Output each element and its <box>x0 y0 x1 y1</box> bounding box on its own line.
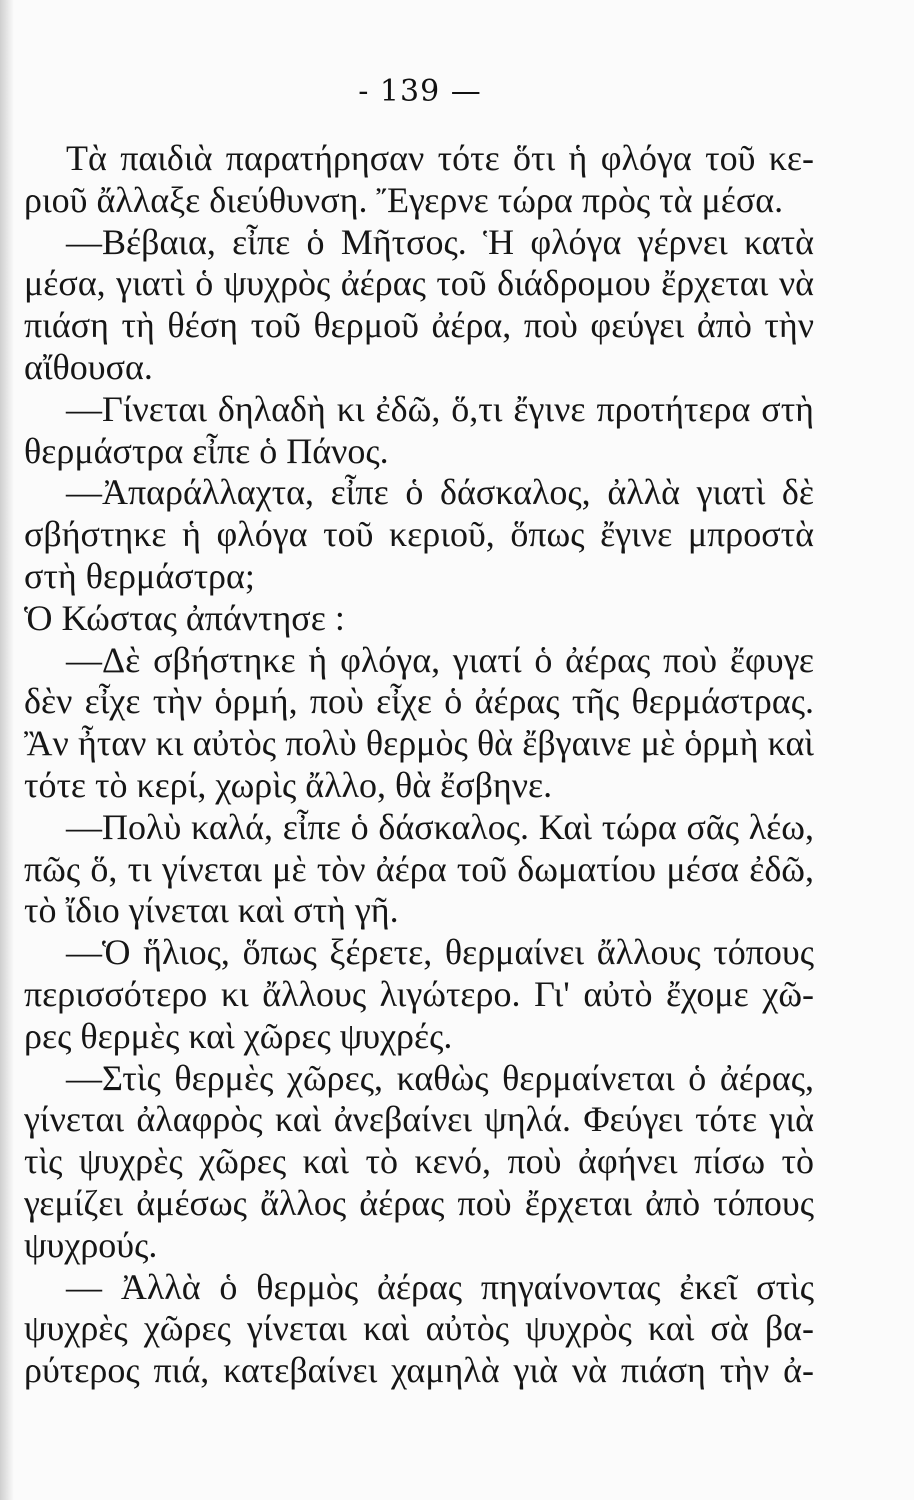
body-text <box>24 138 814 1392</box>
text-line: —Βέβαια, εἶπε ὁ Μῆτσος. Ἡ φλόγα γέρνει κατὰ <box>66 221 814 262</box>
text-line: σβήστηκε ἡ φλόγα τοῦ κεριοῦ, ὅπως ἔγινε μπροστὰ <box>24 514 814 555</box>
text-line: —Πολὺ καλά, εἶπε ὁ δάσκαλος. Καὶ τώρα σᾶς λέω, <box>66 806 814 847</box>
text-line: γεμίζει ἀμέσως ἄλλος ἀέρας ποὺ ἔρχεται ἀπὸ τόπους <box>24 1182 814 1223</box>
text-line: —Ὁ ἥλιος, ὅπως ξέρετε, θερμαίνει ἄλλους τόπους <box>66 932 814 973</box>
text-line: ψυχρὲς χῶρες γίνεται καὶ αὐτὸς ψυχρὸς καὶ σὰ βα- <box>24 1308 814 1349</box>
text-line: ριοῦ ἄλλαξε διεύθυνση. Ἔγερνε τώρα πρὸς τὰ μέσα. <box>24 179 784 220</box>
page-number: - 139 — <box>358 74 482 109</box>
text-line: μέσα, γιατὶ ὁ ψυχρὸς ἀέρας τοῦ διάδρομου ἔρχεται νὰ <box>24 263 814 304</box>
text-line: τὸ ἴδιο γίνεται καὶ στὴ γῆ. <box>24 890 399 931</box>
text-line: αἴθουσα. <box>24 346 153 387</box>
text-line: Ἂν ἦταν κι αὐτὸς πολὺ θερμὸς θὰ ἔβγαινε μὲ ὁρμὴ καὶ <box>24 723 814 764</box>
text-line: τὶς ψυχρὲς χῶρες καὶ τὸ κενό, ποὺ ἀφήνει πίσω τὸ <box>24 1141 814 1182</box>
text-line: ρες θερμὲς καὶ χῶρες ψυχρές. <box>24 1015 453 1056</box>
text-line: τότε τὸ κερί, χωρὶς ἄλλο, θὰ ἔσβηνε. <box>24 764 553 805</box>
text-line: —Στὶς θερμὲς χῶρες, καθὼς θερμαίνεται ὁ ἀέρας, <box>66 1057 814 1098</box>
text-line: πιάση τὴ θέση τοῦ θερμοῦ ἀέρα, ποὺ φεύγει ἀπὸ τὴν <box>24 305 814 346</box>
text-line: στὴ θερμάστρα; <box>24 555 255 596</box>
text-line: δὲν εἶχε τὴν ὁρμή, ποὺ εἶχε ὁ ἀέρας τῆς θερμάστρας. <box>24 681 814 722</box>
text-line: — Ἀλλὰ ὁ θερμὸς ἀέρας πηγαίνοντας ἐκεῖ στὶς <box>66 1266 814 1307</box>
text-line: γίνεται ἀλαφρὸς καὶ ἀνεβαίνει ψηλά. Φεύγει τότε γιὰ <box>24 1099 814 1140</box>
text-line: —Γίνεται δηλαδὴ κι ἐδῶ, ὅ,τι ἔγινε προτήτερα στὴ <box>66 388 814 429</box>
text-line: πῶς ὅ, τι γίνεται μὲ τὸν ἀέρα τοῦ δωματίου μέσα ἐδῶ, <box>24 848 814 889</box>
text-line: περισσότερο κι ἄλλους λιγώτερο. Γι' αὐτὸ ἔχομε χῶ- <box>24 973 814 1014</box>
text-line: Ὁ Κώστας ἀπάντησε : <box>24 597 345 638</box>
text-line: —Δὲ σβήστηκε ἡ φλόγα, γιατί ὁ ἀέρας ποὺ ἔφυγε <box>66 639 814 680</box>
text-line: Τὰ παιδιὰ παρατήρησαν τότε ὅτι ἡ φλόγα τοῦ κε- <box>66 138 814 178</box>
text-line: ψυχρούς. <box>24 1224 158 1265</box>
text-line: θερμάστρα εἶπε ὁ Πάνος. <box>24 430 389 471</box>
text-line: —Ἀπαράλλαχτα, εἶπε ὁ δάσκαλος, ἀλλὰ γιατὶ δὲ <box>66 472 814 513</box>
page-gutter-shadow <box>0 0 14 1500</box>
text-line: ρύτερος πιά, κατεβαίνει χαμηλὰ γιὰ νὰ πιάση τὴν ἀ- <box>24 1350 814 1391</box>
